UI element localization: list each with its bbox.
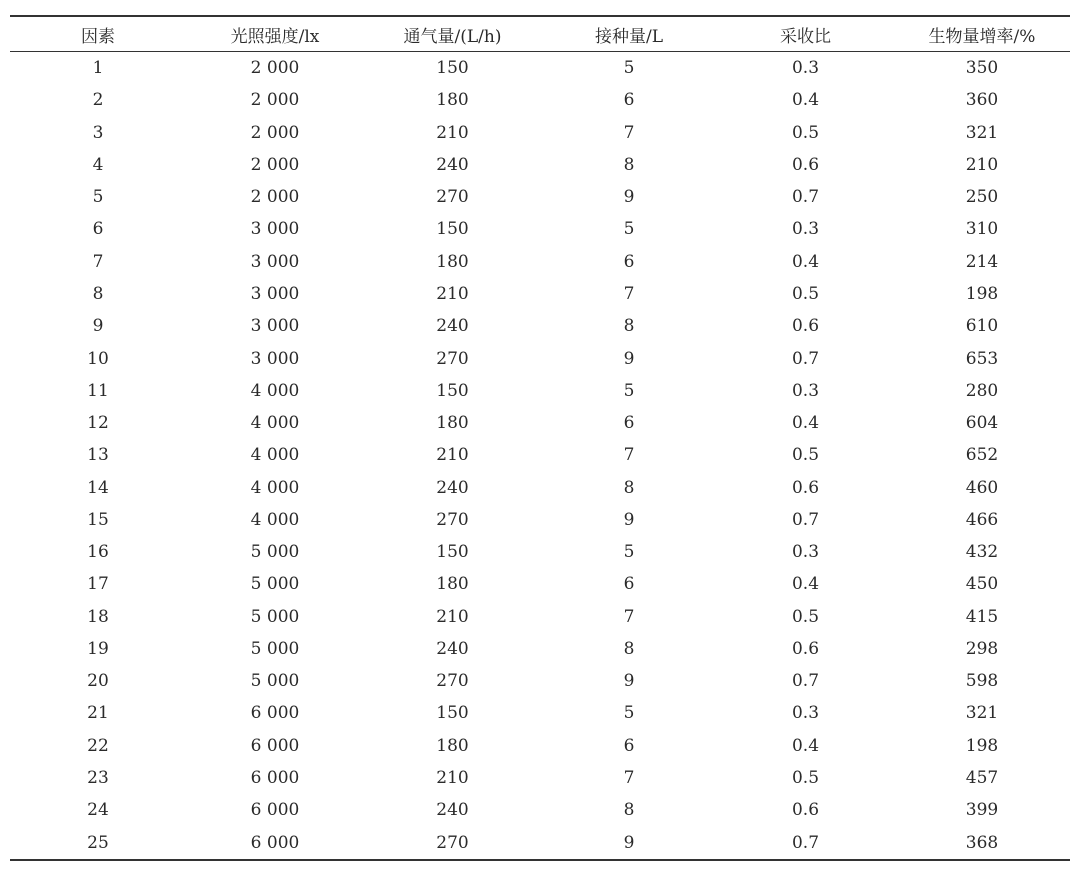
cell-factor: 24	[87, 800, 109, 821]
cell-inoculum: 7	[623, 767, 635, 788]
cell-biomass-growth: 198	[965, 735, 999, 756]
cell-factor: 16	[87, 542, 109, 563]
cell-factor: 1	[92, 58, 104, 79]
cell-factor: 3	[92, 122, 104, 143]
table-row	[10, 536, 1070, 568]
cell-biomass-growth: 210	[965, 154, 999, 175]
cell-aeration: 240	[436, 477, 469, 498]
table-row	[10, 310, 1070, 342]
cell-biomass-growth: 457	[965, 767, 999, 788]
cell-aeration: 270	[436, 832, 469, 853]
cell-inoculum: 7	[623, 122, 635, 143]
cell-aeration: 270	[436, 187, 469, 208]
cell-inoculum: 5	[623, 703, 635, 724]
cell-biomass-growth: 598	[965, 671, 999, 692]
cell-biomass-growth: 250	[965, 187, 999, 208]
cell-light-intensity: 4 000	[250, 413, 300, 434]
cell-aeration: 210	[436, 283, 469, 304]
table-row	[10, 278, 1070, 310]
cell-biomass-growth: 198	[965, 283, 999, 304]
data-table	[10, 15, 1070, 861]
cell-inoculum: 6	[623, 574, 635, 595]
cell-factor: 22	[87, 735, 109, 756]
cell-factor: 8	[92, 283, 104, 304]
cell-light-intensity: 2 000	[250, 187, 300, 208]
table-row	[10, 439, 1070, 471]
table-row	[10, 213, 1070, 245]
cell-inoculum: 8	[623, 638, 635, 659]
cell-factor: 20	[87, 671, 109, 692]
cell-aeration: 270	[436, 671, 469, 692]
cell-inoculum: 8	[623, 800, 635, 821]
cell-harvest-ratio: 0.4	[791, 251, 820, 272]
column-header-biomass-growth: 生物量增率/%	[928, 26, 1036, 47]
cell-aeration: 150	[436, 58, 469, 79]
cell-biomass-growth: 321	[965, 122, 999, 143]
cell-factor: 19	[87, 638, 109, 659]
column-header-harvest-ratio: 采收比	[780, 26, 831, 47]
cell-factor: 4	[92, 154, 104, 175]
cell-factor: 18	[87, 606, 109, 627]
cell-harvest-ratio: 0.7	[791, 187, 820, 208]
cell-inoculum: 8	[623, 477, 635, 498]
cell-factor: 21	[87, 703, 109, 724]
cell-light-intensity: 5 000	[250, 574, 300, 595]
cell-harvest-ratio: 0.5	[791, 767, 820, 788]
cell-inoculum: 5	[623, 219, 635, 240]
cell-harvest-ratio: 0.6	[791, 316, 820, 337]
cell-harvest-ratio: 0.4	[791, 90, 820, 111]
cell-biomass-growth: 610	[965, 316, 999, 337]
cell-factor: 12	[87, 413, 109, 434]
cell-harvest-ratio: 0.5	[791, 283, 820, 304]
table-row	[10, 826, 1070, 859]
cell-light-intensity: 3 000	[250, 283, 300, 304]
cell-harvest-ratio: 0.5	[791, 606, 820, 627]
cell-light-intensity: 3 000	[250, 316, 300, 337]
table-row	[10, 697, 1070, 729]
cell-biomass-growth: 280	[965, 380, 999, 401]
cell-inoculum: 9	[623, 187, 635, 208]
table-row	[10, 471, 1070, 503]
cell-inoculum: 8	[623, 154, 635, 175]
cell-harvest-ratio: 0.3	[791, 703, 820, 724]
cell-factor: 14	[87, 477, 109, 498]
cell-light-intensity: 2 000	[250, 58, 300, 79]
cell-inoculum: 7	[623, 283, 635, 304]
cell-harvest-ratio: 0.7	[791, 671, 820, 692]
cell-biomass-growth: 310	[965, 219, 999, 240]
header-row	[10, 16, 1070, 52]
cell-harvest-ratio: 0.4	[791, 574, 820, 595]
cell-light-intensity: 2 000	[250, 122, 300, 143]
cell-inoculum: 7	[623, 445, 635, 466]
cell-inoculum: 7	[623, 606, 635, 627]
cell-light-intensity: 3 000	[250, 348, 300, 369]
cell-harvest-ratio: 0.3	[791, 58, 820, 79]
cell-inoculum: 6	[623, 90, 635, 111]
cell-inoculum: 5	[623, 542, 635, 563]
table-row	[10, 181, 1070, 213]
cell-aeration: 210	[436, 445, 469, 466]
cell-factor: 5	[92, 187, 104, 208]
cell-harvest-ratio: 0.5	[791, 445, 820, 466]
table-row	[10, 52, 1070, 85]
cell-light-intensity: 6 000	[250, 703, 300, 724]
cell-light-intensity: 3 000	[250, 219, 300, 240]
table-row	[10, 730, 1070, 762]
table-row	[10, 375, 1070, 407]
table-row	[10, 117, 1070, 149]
cell-inoculum: 6	[623, 735, 635, 756]
cell-factor: 15	[87, 509, 109, 530]
cell-factor: 9	[92, 316, 104, 337]
column-header-inoculum: 接种量/L	[594, 26, 664, 47]
cell-factor: 13	[87, 445, 109, 466]
cell-light-intensity: 5 000	[250, 638, 300, 659]
table-row	[10, 407, 1070, 439]
cell-aeration: 180	[436, 413, 469, 434]
cell-biomass-growth: 466	[965, 509, 999, 530]
table-body	[10, 52, 1070, 860]
cell-inoculum: 8	[623, 316, 635, 337]
cell-harvest-ratio: 0.5	[791, 122, 820, 143]
cell-light-intensity: 4 000	[250, 380, 300, 401]
cell-harvest-ratio: 0.3	[791, 219, 820, 240]
cell-light-intensity: 4 000	[250, 477, 300, 498]
cell-biomass-growth: 432	[965, 542, 999, 563]
cell-light-intensity: 5 000	[250, 606, 300, 627]
cell-light-intensity: 4 000	[250, 445, 300, 466]
cell-factor: 23	[87, 767, 109, 788]
cell-harvest-ratio: 0.6	[791, 154, 820, 175]
table-row	[10, 149, 1070, 181]
table-row	[10, 568, 1070, 600]
cell-inoculum: 6	[623, 251, 635, 272]
cell-factor: 11	[87, 380, 109, 401]
cell-inoculum: 5	[623, 380, 635, 401]
table-row	[10, 84, 1070, 116]
cell-aeration: 210	[436, 767, 469, 788]
table-row	[10, 665, 1070, 697]
cell-light-intensity: 6 000	[250, 832, 300, 853]
cell-light-intensity: 6 000	[250, 767, 300, 788]
cell-biomass-growth: 298	[965, 638, 999, 659]
cell-inoculum: 9	[623, 509, 635, 530]
cell-inoculum: 9	[623, 671, 635, 692]
cell-harvest-ratio: 0.3	[791, 542, 820, 563]
cell-inoculum: 9	[623, 348, 635, 369]
cell-harvest-ratio: 0.4	[791, 735, 820, 756]
cell-biomass-growth: 360	[965, 90, 999, 111]
cell-biomass-growth: 399	[965, 800, 999, 821]
cell-biomass-growth: 321	[965, 703, 999, 724]
cell-biomass-growth: 652	[965, 445, 999, 466]
table-header	[10, 16, 1070, 52]
cell-factor: 10	[87, 348, 109, 369]
cell-harvest-ratio: 0.6	[791, 800, 820, 821]
cell-factor: 7	[92, 251, 104, 272]
cell-aeration: 150	[436, 703, 469, 724]
cell-harvest-ratio: 0.7	[791, 348, 820, 369]
cell-aeration: 210	[436, 122, 469, 143]
cell-harvest-ratio: 0.6	[791, 638, 820, 659]
table-row	[10, 601, 1070, 633]
cell-biomass-growth: 604	[965, 413, 999, 434]
cell-aeration: 270	[436, 348, 469, 369]
cell-harvest-ratio: 0.4	[791, 413, 820, 434]
cell-biomass-growth: 415	[965, 606, 999, 627]
cell-biomass-growth: 460	[965, 477, 999, 498]
cell-light-intensity: 2 000	[250, 154, 300, 175]
cell-light-intensity: 5 000	[250, 671, 300, 692]
cell-light-intensity: 6 000	[250, 735, 300, 756]
cell-light-intensity: 2 000	[250, 90, 300, 111]
table-row	[10, 246, 1070, 278]
cell-biomass-growth: 450	[965, 574, 999, 595]
cell-aeration: 180	[436, 251, 469, 272]
cell-aeration: 150	[436, 219, 469, 240]
cell-aeration: 180	[436, 735, 469, 756]
cell-harvest-ratio: 0.7	[791, 832, 820, 853]
table-row	[10, 504, 1070, 536]
cell-aeration: 240	[436, 800, 469, 821]
cell-harvest-ratio: 0.6	[791, 477, 820, 498]
cell-aeration: 150	[436, 380, 469, 401]
cell-biomass-growth: 350	[965, 58, 999, 79]
cell-inoculum: 9	[623, 832, 635, 853]
cell-light-intensity: 4 000	[250, 509, 300, 530]
column-header-aeration: 通气量/(L/h)	[403, 26, 502, 47]
cell-light-intensity: 5 000	[250, 542, 300, 563]
column-header-factor: 因素	[81, 26, 115, 47]
cell-factor: 25	[87, 832, 109, 853]
cell-biomass-growth: 653	[965, 348, 999, 369]
cell-aeration: 270	[436, 509, 469, 530]
cell-light-intensity: 3 000	[250, 251, 300, 272]
cell-aeration: 150	[436, 542, 469, 563]
table-row	[10, 794, 1070, 826]
cell-biomass-growth: 214	[965, 251, 999, 272]
cell-harvest-ratio: 0.3	[791, 380, 820, 401]
table-row	[10, 342, 1070, 374]
cell-aeration: 180	[436, 90, 469, 111]
cell-factor: 17	[87, 574, 109, 595]
cell-aeration: 240	[436, 638, 469, 659]
cell-aeration: 180	[436, 574, 469, 595]
cell-biomass-growth: 368	[965, 832, 999, 853]
cell-aeration: 240	[436, 316, 469, 337]
cell-light-intensity: 6 000	[250, 800, 300, 821]
column-header-light-intensity: 光照强度/lx	[230, 26, 320, 47]
cell-factor: 6	[92, 219, 104, 240]
cell-factor: 2	[92, 90, 104, 111]
cell-aeration: 240	[436, 154, 469, 175]
table-row	[10, 633, 1070, 665]
table-row	[10, 762, 1070, 794]
cell-inoculum: 6	[623, 413, 635, 434]
data-table-container	[10, 15, 1070, 861]
cell-harvest-ratio: 0.7	[791, 509, 820, 530]
cell-aeration: 210	[436, 606, 469, 627]
cell-inoculum: 5	[623, 58, 635, 79]
